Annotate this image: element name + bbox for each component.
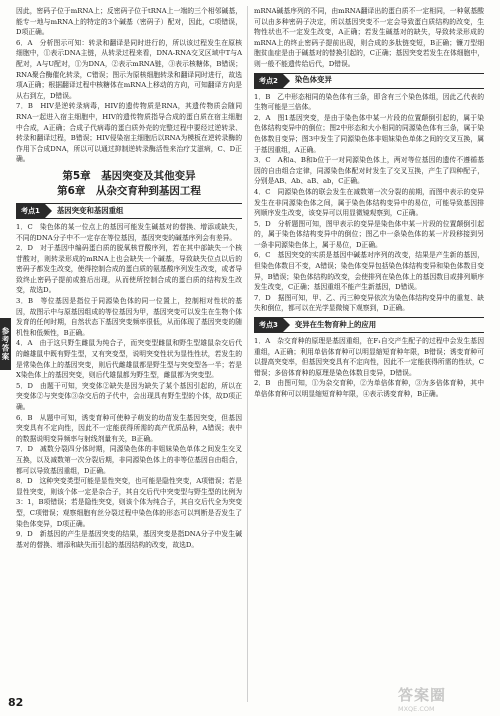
answer-paragraph: mRNA碱基序列的不同，由mRNA翻译出的蛋白质不一定相同，一种氨基酸可以由多种密码子决定，所以基因突变不一定会导致蛋白质结构的改变，生物性状也不一定发生改变，A正确；若发生碱基对的缺失，导致转录形成的mRNA上的终止密码子提前出现，则合成的多肽链变短，B正确；镰刀型细胞贫血症是由于碱基对的替换引起的，C正确；基因突变若发生在体细胞中，则一般不能遗传给后代，D错误。 xyxy=(254,7,484,68)
right-column xyxy=(254,6,484,400)
answer-item: 1．B 乙中形态相同的染色体有三条，即含有三个染色体组，因此乙代表的生物可能是三倍体。 xyxy=(254,92,484,112)
answer-item: 2．B 由图可知，①为杂交育种，②为单倍体育种，③为多倍体育种，其中单倍体育种可以明显缩短育种年限，④表示诱变育种，B正确。 xyxy=(254,379,484,398)
kaodian-1-header xyxy=(16,203,242,219)
kaodian-tag: 考点1 xyxy=(16,204,45,218)
left-column xyxy=(16,6,242,550)
answer-paragraph: 因此，密码子位于mRNA上；反密码子位于tRNA上一端的三个相邻碱基，能专一地与mRNA上的特定的3个碱基（密码子）配对，因此，C项错误，D项正确。 xyxy=(16,7,242,37)
answer-item: 7．D 据图可知，甲、乙、丙三种变异依次为染色体结构变异中的重复、缺失和倒位，都可以在光学显微镜下观察到，D正确。 xyxy=(254,293,484,313)
side-tab-answers: 参考答案 xyxy=(0,318,11,370)
answer-item: 2．D 对于基因中编码蛋白质的脱氧核苷酸序列，若在其中部缺失一个核苷酸对，则转录形成的mRNA上也会缺失一个碱基，导致缺失位点以后的密码子都发生改变，使得控制合成的蛋白质的氨基酸序列发生改变，或者导致终止密码子提前或推后出现，从而使所控制合成的蛋白质的结构发生改变，故选D。 xyxy=(16,244,242,295)
answer-item-7: 7．B HIV是逆转录病毒，HIV的遗传物质是RNA，其遗传物质会随同RNA一起进入宿主细胞中，HIV的遗传物质指导合成的蛋白质在宿主细胞中合成，A正确；合成子代病毒的蛋白质外壳的完整过程中要经过逆转录、转录和翻译过程，B错误；HIV侵染宿主细胞后以RNA为模板在逆转录酶的作用下合成DNA，所以可以通过抑制逆转录酶活性来治疗艾滋病，C、D正确。 xyxy=(16,102,242,164)
kaodian-title: 染色体变异 xyxy=(294,75,332,85)
kaodian-3-header xyxy=(254,317,484,333)
answer-item: 1．A 杂交育种的原理是基因重组，在F₁自交产生配子的过程中会发生基因重组，A正确；利用单倍体育种可以明显缩短育种年限，B错误；诱变育种可以提高突变率，但基因突变具有不定向性，因此不一定能获得所需的性状，C错误；多倍体育种的原理是染色体数目变异，D错误。 xyxy=(254,337,484,377)
answer-item: 3．C A和a、B和b位于一对同源染色体上，两对等位基因的遗传不遵循基因的自由组合定律，同源染色体配对时发生了交叉互换，产生了四种配子，分别是AB、Ab、aB、ab，C正确。 xyxy=(254,156,484,186)
watermark-text: 答案圈 xyxy=(398,686,447,704)
answer-item: 3．B 等位基因是指位于同源染色体的同一位置上，控制相对性状的基因，故图示中与原基因组成的等位基因为甲，基因突变可以发生在生物个体发育的任何时期，自然状态下基因突变频率很低，从而体现了基因突变的随机性和低频性，B正确。 xyxy=(16,297,242,337)
kaodian-title: 基因突变和基因重组 xyxy=(56,205,124,215)
watermark-logo xyxy=(398,684,496,712)
kaodian-tag: 考点3 xyxy=(254,318,283,332)
answer-item: 2．A 图1基因突变，是由于染色体中某一片段的位置颠倒引起的，属于染色体结构变异中的倒位；图2中形态和大小相同的同源染色体有三条，属于染色体数目变异；图3中发生了同源染色体非姐妹染色单体之间的交叉互换，属于基因重组，A正确。 xyxy=(254,113,484,154)
watermark-subtext: MXQE.COM xyxy=(398,705,435,713)
answer-item: 5．D 分析题图可知，图甲表示的变异是染色体中某一片段的位置颠倒引起的，属于染色体结构变异中的倒位；图乙中一条染色体的某一片段移接到另一条非同源染色体上，属于易位，D正确。 xyxy=(254,219,484,249)
page-number: 82 xyxy=(8,696,24,709)
answer-item: 7．D 减数分裂四分体时期，同源染色体的非姐妹染色单体之间发生交叉互换，以及减数第一次分裂后期，非同源染色体上的非等位基因自由组合，都可以导致基因重组，D正确。 xyxy=(16,445,242,475)
kaodian-2-header xyxy=(254,73,484,89)
section-title: 第6章 从杂交育种到基因工程 xyxy=(57,184,201,197)
answer-item: 6．B 从题中可知，诱变育种可使种子萌发的幼苗发生基因突变，但基因突变具有不定向性，因此不一定能获得所需的高产优质品种，A错误；表中的数据说明变异频率与射线剂量有关，B正确。 xyxy=(16,413,242,443)
chapter-title: 第5章 基因突变及其他变异 xyxy=(62,169,196,182)
answer-item: 1．C 染色体的某一位点上的基因可能发生碱基对的替换、增添或缺失，不同的DNA分子中不一定存在等位基因，基因突变的碱基序列会有差异。 xyxy=(16,222,242,242)
kaodian-tag: 考点2 xyxy=(254,74,283,88)
answer-item: 5．D 由题干可知，突变体②缺失是因为缺失了某个基因引起的，所以在突变体②与突变体③杂交后的子代中，会出现具有野生型的个体，故D项正确。 xyxy=(16,381,242,411)
column-divider xyxy=(247,6,248,702)
answer-item: 9．D 新基因的产生是基因突变的结果，基因突变是指DNA分子中发生碱基对的替换、增添和缺失而引起的基因结构的改变，故选D。 xyxy=(16,530,242,549)
kaodian-title: 变异在生物育种上的应用 xyxy=(294,319,377,329)
answer-item: 6．C 基因突变的实质是基因中碱基对序列的改变，结果是产生新的基因，但染色体数目不变，A错误；染色体变异包括染色体结构变异和染色体数目变异，B错误；染色体结构的改变，会使排列在染色体上的基因数目或排列顺序发生改变，C正确；基因重组不能产生新基因，D错误。 xyxy=(254,251,484,292)
answer-item: 4．C 同源染色体的联会发生在减数第一次分裂的前期，而图中表示的变异发生在非同源染色体之间，属于染色体结构变异中的易位，可能导致基因排列顺序发生改变，该变异可以用显微镜观察到，C正确。 xyxy=(254,187,484,218)
answer-item: 4．A 由于这只野生雌鼠为纯合子，而突变型雌鼠和野生型雄鼠杂交后代的雌雄鼠中既有野生型，又有突变型，说明突变性状为显性性状，若发生的是常染色体上的基因突变，则后代雌雄鼠都是野生型与突变型各一半；若是X染色体上的基因突变，则后代雄鼠都为野生型，雌鼠都为突变型。 xyxy=(16,339,242,380)
answer-item-6: 6．A 分析图示可知：转录和翻译是同时进行的，所以该过程发生在原核细胞中，①表示DNA主链，从转录过程来看，DNA-RNA交叉区域中T与A配对，A与U配对，①为DNA，②表示mRNA链，③表示核糖体，B错误；RNA聚合酶催化转录，C错误；图示为原核细胞转录和翻译同时进行，故选项A正确；根据翻译过程中核糖体在mRNA上移动的方向，可知翻译方向是从右到左，D错误。 xyxy=(16,38,242,100)
answer-item: 8．D 这种突变类型可能是显性突变，也可能是隐性突变，A项错误；若是显性突变，则该个体一定是杂合子，其自交后代中突变型与野生型的比例为3：1，B项错误；若是隐性突变，则该个体为纯合子，其自交后代全为突变型，C项错误；观察细胞有丝分裂过程中染色体的形态可以判断是否发生了染色体变异，D项正确。 xyxy=(16,477,242,528)
